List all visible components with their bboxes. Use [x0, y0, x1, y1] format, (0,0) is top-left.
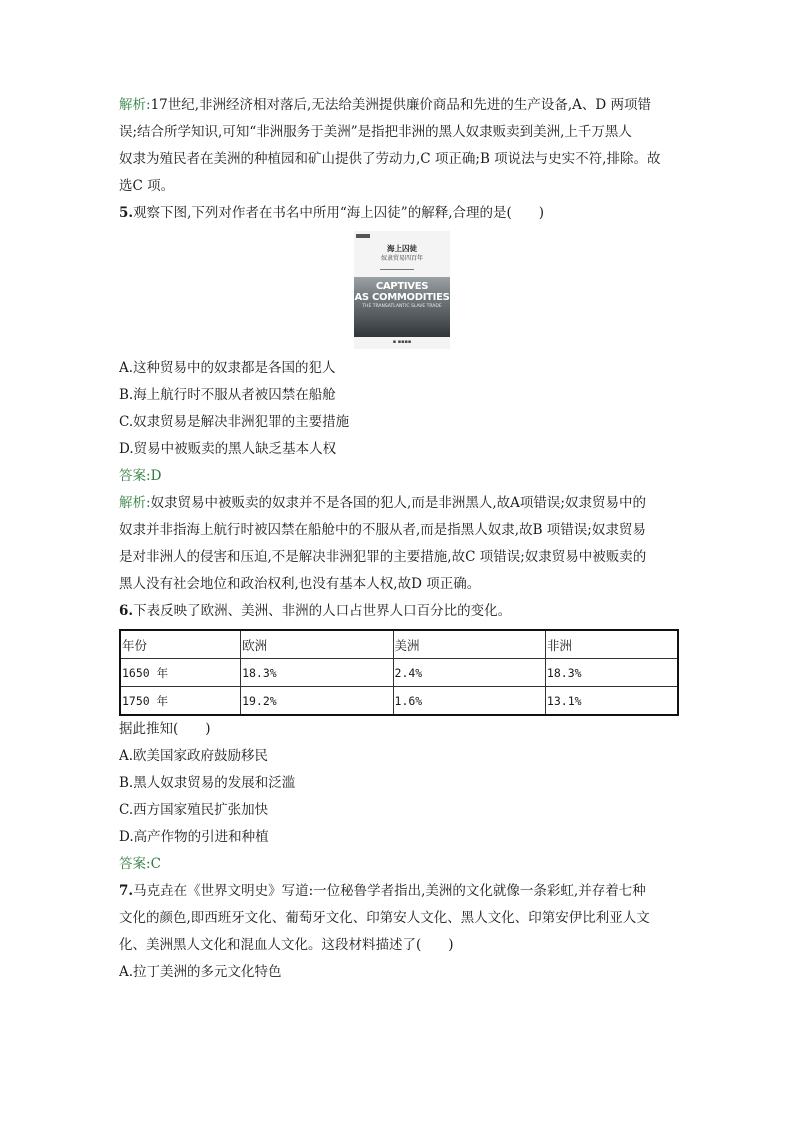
publisher-tag-icon — [356, 234, 370, 238]
table-cell: 1650 年 — [120, 659, 241, 687]
table-cell: 1750 年 — [120, 687, 241, 716]
cover-en-subtitle: THE TRANSATLANTIC SLAVE TRADE — [362, 304, 442, 309]
q5-number: 5. — [119, 205, 134, 221]
q4-explanation-line-3: 奴隶为殖民者在美洲的种植园和矿山提供了劳动力,C 项正确;B 项说法与史实不符,排除。故 — [119, 151, 661, 167]
q5-option-d: D.贸易中被贩卖的黑人缺乏基本人权 — [119, 441, 337, 457]
cover-cn-subtitle: 奴隶贸易四百年 — [380, 255, 423, 262]
table-cell: 18.3% — [241, 659, 393, 687]
table-header-row — [120, 630, 678, 659]
q6-number: 6. — [119, 603, 134, 619]
table-header-cell: 非洲 — [545, 630, 678, 659]
table-cell: 1.6% — [393, 687, 545, 716]
document-page — [119, 92, 679, 986]
q5-explanation-line-2: 奴隶并非指海上航行时被囚禁在船舱中的不服从者,而是指黑人奴隶,故B 项错误;奴隶贸易 — [119, 522, 646, 538]
cover-en-title-1: CAPTIVES — [375, 281, 429, 292]
book-cover-figure — [354, 231, 450, 349]
q4-explanation-line-2: 误;结合所学知识,可知“非洲服务于美洲”是指把非洲的黑人奴隶贩卖到美洲,上千万黑人 — [119, 124, 632, 140]
q6-option-b: B.黑人奴隶贸易的发展和泛滥 — [119, 775, 296, 791]
q5-explanation-line-4: 黑人没有社会地位和政治权利,也没有基本人权,故D 项正确。 — [119, 576, 481, 592]
publisher-logo-icon: ▪ ▪▪▪▪ — [392, 339, 412, 345]
table-cell: 13.1% — [545, 687, 678, 716]
q5-answer: 答案:D — [119, 468, 162, 484]
table-header-cell: 年份 — [120, 630, 241, 659]
q7-stem-line-2: 文化的颜色,即西班牙文化、葡萄牙文化、印第安人文化、黑人文化、印第安伊比利亚人文 — [119, 910, 650, 926]
q4-explanation-line-4: 选C 项。 — [119, 178, 175, 194]
q5-explanation-label: 解析: — [119, 495, 151, 511]
q5-stem: 5.观察下图,下列对作者在书名中所用“海上囚徒”的解释,合理的是( ) — [119, 205, 545, 221]
table-header-cell: 美洲 — [393, 630, 545, 659]
q7-option-a: A.拉丁美洲的多元文化特色 — [119, 964, 282, 980]
cover-en-title-2: AS COMMODITIES — [354, 292, 450, 303]
q7-stem-line-1: 7.马克垚在《世界文明史》写道:一位秘鲁学者指出,美洲的文化就像一条彩虹,并存着七种 — [119, 883, 646, 899]
q6-stem: 6.下表反映了欧洲、美洲、非洲的人口占世界人口百分比的变化。 — [119, 603, 512, 619]
q5-explanation-line-1: 解析:奴隶贸易中被贩卖的奴隶并不是各国的犯人,而是非洲黑人,故A项错误;奴隶贸易中的 — [119, 495, 646, 511]
q7-number: 7. — [119, 883, 134, 899]
table-row — [120, 659, 678, 687]
table-cell: 18.3% — [545, 659, 678, 687]
table-cell: 2.4% — [393, 659, 545, 687]
q6-prompt: 据此推知( ) — [119, 721, 211, 737]
q6-option-a: A.欧美国家政府鼓励移民 — [119, 748, 269, 764]
q7-stem-line-3: 化、美洲黑人文化和混血人文化。这段材料描述了( ) — [119, 937, 454, 953]
q6-option-c: C.西方国家殖民扩张加快 — [119, 802, 269, 818]
q5-option-c: C.奴隶贸易是解决非洲犯罪的主要措施 — [119, 414, 350, 430]
q4-explanation-label: 解析: — [119, 97, 151, 113]
q5-option-a: A.这种贸易中的奴隶都是各国的犯人 — [119, 360, 336, 376]
author-signature-mark — [380, 265, 414, 270]
population-table — [119, 629, 679, 716]
table-row — [120, 687, 678, 716]
q5-explanation-line-3: 是对非洲人的侵害和压迫,不是解决非洲犯罪的主要措施,故C 项错误;奴隶贸易中被贩卖的 — [119, 549, 647, 565]
q6-answer: 答案:C — [119, 856, 161, 872]
table-header-cell: 欧洲 — [241, 630, 393, 659]
cover-cn-title: 海上囚徒 — [387, 244, 417, 253]
table-cell: 19.2% — [241, 687, 393, 716]
q4-explanation-line-1: 解析:17世纪,非洲经济相对落后,无法给美洲提供廉价商品和先进的生产设备,A、D 两项错 — [119, 97, 651, 113]
q5-option-b: B.海上航行时不服从者被囚禁在船舱 — [119, 387, 336, 403]
q6-option-d: D.高产作物的引进和种植 — [119, 829, 269, 845]
